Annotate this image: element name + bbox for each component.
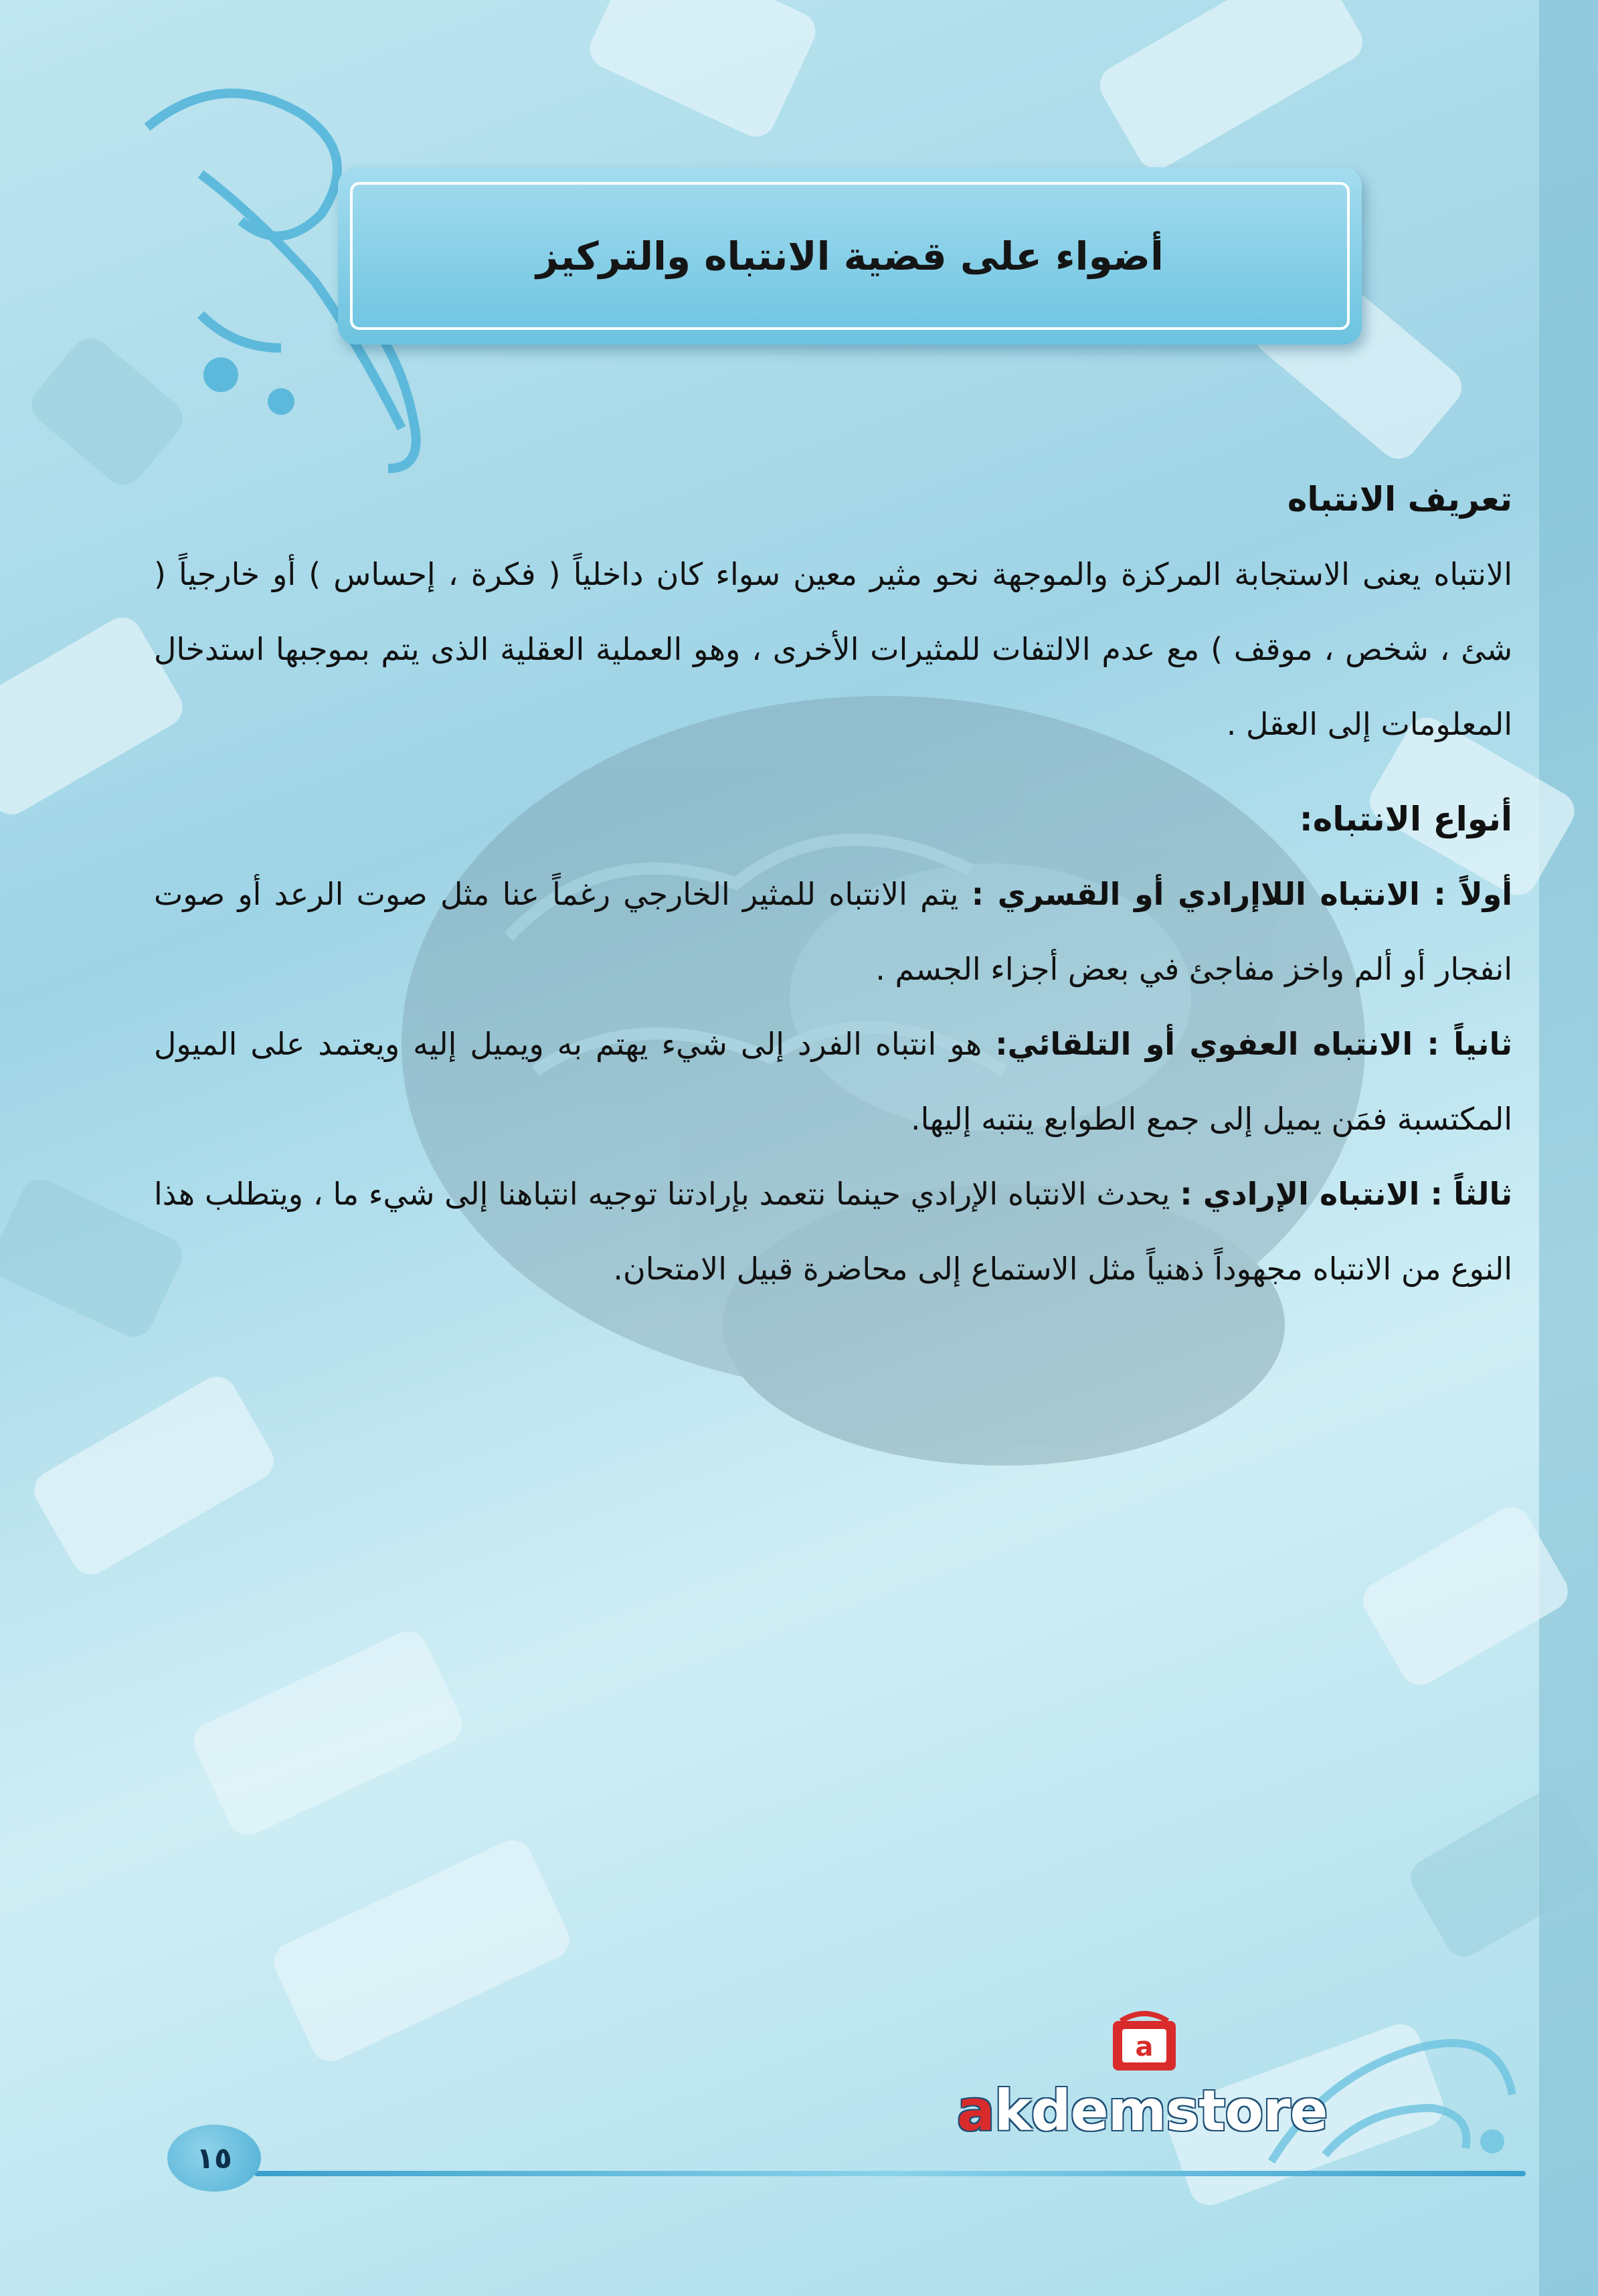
book-logo-icon [1107, 2001, 1181, 2074]
definition-paragraph: الانتباه يعنى الاستجابة المركزة والموجهة نحو مثير معين سواء كان داخلياً ( فكرة ، إحساس ) أو خارجياً ( شئ ، شخص ، موقف ) مع عدم الالتفات للمثيرات الأخرى ، وهو العملية العقلية الذى يتم بموجبها استدخال المعلومات إلى العقل . [154, 556, 1512, 742]
type-item-2 [154, 1006, 1512, 1156]
logo-letter-a: a [957, 2078, 994, 2143]
store-logo-wordmark [957, 2078, 1328, 2143]
section-heading-definition: تعريف الانتباه [1287, 480, 1512, 519]
spacer [154, 762, 1512, 782]
footer-line [254, 2171, 1526, 2176]
type-item-2-text: هو انتباه الفرد إلى شيء يهتم به ويميل إليه ويعتمد على الميول المكتسبة فمَن يميل إلى جمع الطوابع ينتبه إليها. [154, 1026, 1512, 1137]
logo-letters-rest: kdemstore [994, 2078, 1328, 2143]
type-item-2-label: ثانياً : الانتباه العفوي أو التلقائي: [995, 1026, 1513, 1062]
page-title: أضواء على قضية الانتباه والتركيز [536, 233, 1164, 279]
svg-text:a: a [1135, 2032, 1154, 2062]
section-heading-types: أنواع الانتباه: [1299, 800, 1512, 838]
page-number: ١٥ [167, 2125, 261, 2192]
main-content [154, 462, 1512, 1306]
type-item-3-text: يحدث الانتباه الإرادي حينما نتعمد بإرادتنا توجيه انتباهنا إلى شيء ما ، ويتطلب هذا النوع من الانتباه مجهوداً ذهنياً مثل الاستماع إلى محاضرة قبيل الامتحان. [154, 1176, 1512, 1287]
type-item-3 [154, 1156, 1512, 1306]
type-item-3-label: ثالثاً : الانتباه الإرادي : [1180, 1176, 1512, 1212]
type-item-1-text: يتم الانتباه للمثير الخارجي رغماً عنا مثل صوت الرعد أو صوت انفجار أو ألم واخز مفاجئ في بعض أجزاء الجسم . [154, 876, 1512, 987]
type-item-1-label: أولاً : الانتباه اللاإرادي أو القسري : [971, 876, 1512, 912]
title-banner-frame [350, 182, 1350, 330]
type-item-1 [154, 857, 1512, 1006]
title-banner [338, 167, 1362, 345]
store-logo [957, 2001, 1328, 2143]
